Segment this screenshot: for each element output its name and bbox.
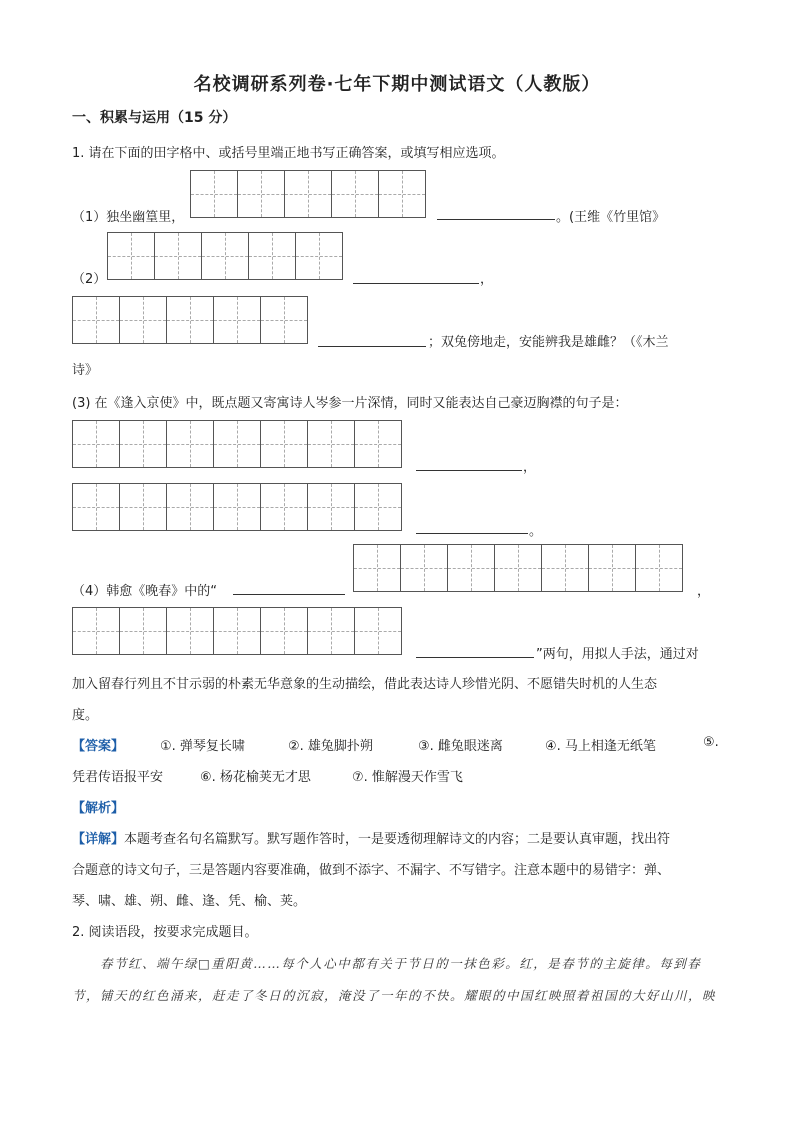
answer-item: ⑦. 惟解漫天作雪飞 [352,770,463,785]
q1-part3-blank-b[interactable] [416,533,528,534]
q1-part3-period: 。 [529,524,543,539]
q1-part4-comma: ， [697,584,711,599]
writing-grid-cell[interactable] [353,544,401,592]
q1-part1-blank[interactable] [437,219,555,220]
writing-grid-cell[interactable] [260,607,308,655]
writing-grid-cell[interactable] [201,232,249,280]
writing-grid-cell[interactable] [447,544,495,592]
writing-grid-cell[interactable] [119,296,167,344]
q1-part4-note-line2: 加入留春行列且不甘示弱的朴素无华意象的生动描绘，借此表达诗人珍惜光阴、不愿错失时机的人生态 [72,677,658,692]
q1-part2-blank-a[interactable] [353,283,479,284]
writing-grid-cell[interactable] [354,607,402,655]
q1-part4-blank-a[interactable] [233,594,345,595]
answer-item: ⑥. 杨花榆荚无才思 [200,770,311,785]
passage-line1: 春节红、端午绿□重阳黄……每个人心中都有关于节日的一抹色彩。红，是春节的主旋律。每到春 [100,956,702,971]
q1-part2-source: ；双兔傍地走，安能辨我是雄雌？（《木兰 [428,335,669,350]
writing-grid-cell[interactable] [213,483,261,531]
writing-grid-cell[interactable] [166,296,214,344]
writing-grid-cell[interactable] [72,296,120,344]
writing-grid-cell[interactable] [107,232,155,280]
q1-part1-source: 。(王维《竹里馆》 [556,210,666,225]
answer-item-continued: 凭君传语报平安 [72,770,164,785]
writing-grid-cell[interactable] [494,544,542,592]
writing-grid-cell[interactable] [354,420,402,468]
page-title: 名校调研系列卷·七年下期中测试语文（人教版） [193,74,601,95]
writing-grid-cell[interactable] [72,607,120,655]
question-2-prompt: 2. 阅读语段，按要求完成题目。 [72,925,258,940]
writing-grid-cell[interactable] [541,544,589,592]
answer-item: ③. 雌兔眼迷离 [418,739,503,754]
answer-item: ⑤. [703,735,719,750]
analysis-label: 【解析】 [72,801,125,816]
passage-line2: 节，铺天的红色涌来，赶走了冬日的沉寂，淹没了一年的不快。耀眼的中国红映照着祖国的大好山川，映 [72,988,717,1003]
section-heading: 一、积累与运用（15 分） [72,110,237,126]
writing-grid-cell[interactable] [284,170,332,218]
writing-grid-cell[interactable] [166,607,214,655]
q1-part3-comma: ， [523,460,537,475]
answer-label: 【答案】 [72,739,125,754]
q1-part4-note-line3: 度。 [72,708,99,723]
writing-grid-cell[interactable] [213,420,261,468]
writing-grid-cell[interactable] [295,232,343,280]
writing-grid-cell[interactable] [331,170,379,218]
q1-part2-comma: ， [480,272,494,287]
q1-part2-grid-b[interactable] [72,296,307,344]
q1-part2-source-tail: 诗》 [72,363,99,378]
writing-grid-cell[interactable] [248,232,296,280]
writing-grid-cell[interactable] [119,607,167,655]
q1-part2-blank-b[interactable] [318,346,426,347]
writing-grid-cell[interactable] [166,420,214,468]
answer-item: ①. 弹琴复长啸 [160,739,245,754]
analysis-detail-line2: 合题意的诗文句子，三是答题内容要准确，做到不添字、不漏字、不写错字。注意本题中的易错字：弹、 [72,863,671,878]
analysis-detail-line3: 琴、啸、雄、朔、雌、逢、凭、榆、荚。 [72,894,307,909]
writing-grid-cell[interactable] [119,483,167,531]
writing-grid-cell[interactable] [378,170,426,218]
writing-grid-cell[interactable] [354,483,402,531]
writing-grid-cell[interactable] [307,420,355,468]
q1-part1-label: （1）独坐幽篁里， [72,210,185,225]
writing-grid-cell[interactable] [154,232,202,280]
q1-part4-label: （4）韩愈《晚春》中的“ [72,584,218,599]
q1-part4-grid-a[interactable] [353,544,682,592]
detail-text: 本题考查名句名篇默写。默写题作答时，一是要透彻理解诗文的内容；二是要认真审题，找出符 [124,832,671,847]
writing-grid-cell[interactable] [119,420,167,468]
writing-grid-cell[interactable] [588,544,636,592]
q1-part2-label: （2） [72,272,107,287]
writing-grid-cell[interactable] [260,296,308,344]
answer-item: ②. 雄兔脚扑朔 [288,739,373,754]
q1-part4-grid-b[interactable] [72,607,401,655]
q1-part3-grid-a[interactable] [72,420,401,468]
writing-grid-cell[interactable] [307,607,355,655]
writing-grid-cell[interactable] [307,483,355,531]
writing-grid-cell[interactable] [190,170,238,218]
q1-part4-blank-b[interactable] [416,657,534,658]
question-1-prompt: 1. 请在下面的田字格中、或括号里端正地书写正确答案，或填写相应选项。 [72,146,505,161]
q1-part3-blank-a[interactable] [416,470,522,471]
q1-part1-grid[interactable] [190,170,425,218]
writing-grid-cell[interactable] [400,544,448,592]
writing-grid-cell[interactable] [166,483,214,531]
q1-part3-prompt: (3) 在《逢入京使》中，既点题又寄寓诗人岑参一片深情，同时又能表达自己豪迈胸襟的句子是： [72,396,628,411]
detail-label: 【详解】 [72,832,125,847]
writing-grid-cell[interactable] [260,420,308,468]
writing-grid-cell[interactable] [260,483,308,531]
answer-item: ④. 马上相逢无纸笔 [545,739,656,754]
writing-grid-cell[interactable] [213,607,261,655]
writing-grid-cell[interactable] [635,544,683,592]
analysis-detail-line1 [72,828,670,847]
writing-grid-cell[interactable] [72,420,120,468]
q1-part4-note: ”两句，用拟人手法，通过对 [536,647,699,662]
q1-part2-grid-a[interactable] [107,232,342,280]
writing-grid-cell[interactable] [213,296,261,344]
q1-part3-grid-b[interactable] [72,483,401,531]
writing-grid-cell[interactable] [72,483,120,531]
writing-grid-cell[interactable] [237,170,285,218]
